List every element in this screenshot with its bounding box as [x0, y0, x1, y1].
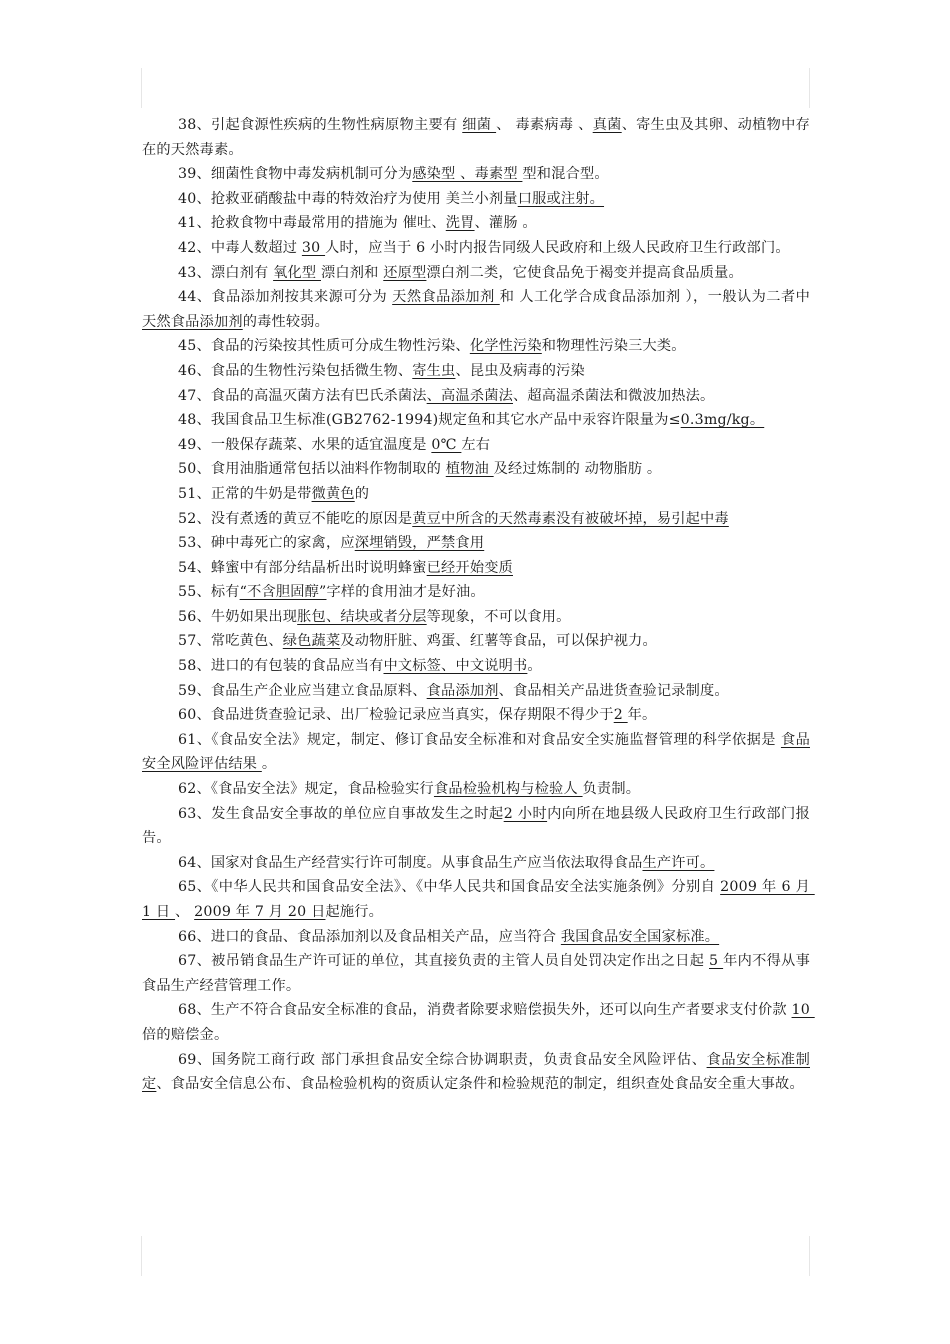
question-text: 。 — [261, 756, 277, 773]
underlined-answer: 5 — [709, 953, 724, 970]
question-item — [142, 728, 810, 777]
question-text: 49、一般保存蔬菜、水果的适宜温度是 — [178, 436, 432, 453]
question-text: 。 — [527, 658, 542, 675]
question-text: 字样的食用油才是好油。 — [326, 584, 485, 601]
question-text: 61、《食品安全法》规定，制定、修订食品安全标准和对食品安全实施监督管理的科学依据是 — [178, 731, 781, 748]
question-item — [142, 605, 810, 630]
underlined-answer: 食品安全风险评估结果 — [142, 731, 810, 773]
underlined-answer: 2009 年 7 月 20 日 — [194, 904, 326, 920]
question-text: 、灌肠 。 — [474, 215, 537, 232]
question-text: 68、生产不符合食品安全标准的食品，消费者除要求赔偿损失外，还可以向生产者要求支付价款 — [178, 1002, 792, 1019]
question-text: 、食品安全信息公布、食品检验机构的资质认定条件和检验规范的制定，组织查处食品安全重大事故。 — [156, 1076, 804, 1093]
question-item — [142, 211, 810, 236]
underlined-answer: 30 — [301, 239, 326, 256]
question-text: 的 — [354, 485, 370, 502]
question-item — [142, 851, 810, 876]
question-item — [142, 285, 815, 334]
question-text: 39、细菌性食物中毒发病机制可分为 — [178, 166, 413, 183]
question-text: 型和混合型。 — [522, 166, 609, 183]
underlined-answer: 寄生虫 — [412, 362, 456, 379]
underlined-answer: 、高温杀菌法 — [426, 387, 513, 404]
question-text: 内向所在地县级人民政府卫生行政部门报告。 — [142, 805, 810, 847]
left-margin-guide-top — [141, 68, 142, 108]
question-text: 62、《食品安全法》规定，食品检验实行 — [178, 781, 434, 798]
underlined-answer: 黄豆中所含的天然毒素没有被破坏掉，易引起中毒 — [412, 510, 729, 527]
underlined-answer: 10 — [791, 1002, 815, 1019]
question-item — [142, 802, 810, 851]
underlined-answer: 天然食品添加剂 — [142, 313, 243, 330]
question-text: 负责制。 — [582, 781, 641, 798]
right-margin-guide-bottom — [809, 1236, 810, 1276]
underlined-answer: 胀包、结块或者分层 — [297, 608, 427, 625]
question-text: 45、食品的污染按其性质可分成生物性污染、 — [178, 338, 470, 355]
question-text: 、寄生虫及其卵、动植物中存在的天然毒素。 — [142, 117, 811, 158]
underlined-answer: 食品安全标准制定 — [142, 1051, 810, 1093]
underlined-answer: 天然食品添加剂 — [392, 289, 500, 306]
underlined-answer: 感染型 、毒素型 — [412, 166, 523, 183]
question-text: 58、进口的有包装的食品应当有 — [178, 658, 384, 675]
question-text: 40、抢救亚硝酸盐中毒的特效治疗为使用 美兰小剂量 — [178, 190, 518, 207]
question-item — [142, 1048, 810, 1097]
question-item — [142, 187, 810, 212]
question-text: 67、被吊销食品生产许可证的单位，其直接负责的主管人员自处罚决定作出之日起 — [178, 953, 710, 970]
question-text: 漂白剂和 — [320, 264, 384, 281]
question-text: 42、中毒人数超过 — [178, 239, 302, 256]
question-item — [142, 629, 810, 654]
question-text: 年内不得从事食品生产经营管理工作。 — [142, 953, 811, 994]
question-text: 漂白剂二类，它使食品免于褐变并提高食品质量。 — [426, 264, 743, 281]
underlined-answer: 2 — [613, 707, 628, 724]
underlined-answer: 真菌 — [592, 117, 622, 133]
question-text: 起施行。 — [325, 904, 384, 920]
question-text: 、超高温杀菌法和微波加热法。 — [512, 387, 715, 404]
question-text: 47、食品的高温灭菌方法有巴氏杀菌法 — [178, 387, 427, 404]
question-item — [142, 777, 810, 802]
question-item — [142, 482, 810, 507]
question-text: 左右 — [461, 436, 491, 453]
question-item — [142, 236, 810, 261]
underlined-answer: 0℃ — [431, 436, 462, 453]
underlined-answer: 中文标签、中文说明书 — [383, 658, 528, 675]
question-item — [142, 113, 810, 162]
question-text: 年。 — [627, 707, 657, 724]
underlined-answer: 口服或注射。 — [517, 190, 605, 207]
question-item — [142, 334, 810, 359]
underlined-answer: 化学性污染 — [469, 338, 542, 355]
question-text: 52、没有煮透的黄豆不能吃的原因是 — [178, 510, 413, 527]
question-item — [142, 408, 810, 433]
question-text: 41、抢救食物中毒最常用的措施为 催吐、 — [178, 215, 446, 232]
question-item — [142, 998, 815, 1047]
question-text: 69、国务院工商行政 部门承担食品安全综合协调职责，负责食品安全风险评估、 — [178, 1051, 707, 1068]
question-text: 66、进口的食品、食品添加剂以及食品相关产品，应当符合 — [178, 928, 561, 945]
question-text: 64、国家对食品生产经营实行许可制度。从事食品生产应当依法取得食品 — [178, 854, 643, 871]
question-item — [142, 261, 810, 286]
question-item — [142, 679, 810, 704]
question-list — [142, 113, 815, 1097]
question-item — [142, 654, 810, 679]
question-text: 46、食品的生物性污染包括微生物、 — [178, 362, 413, 379]
question-text: 倍的赔偿金。 — [142, 1026, 229, 1043]
underlined-answer: 绿色蔬菜 — [282, 633, 341, 650]
question-text: 53、砷中毒死亡的家禽，应 — [178, 535, 355, 552]
question-item — [142, 384, 810, 409]
question-item — [142, 703, 810, 728]
question-text: 65、《中华人民共和国食品安全法》、《中华人民共和国食品安全法实施条例》分别自 — [178, 879, 721, 896]
underlined-answer: 我国食品安全国家标准。 — [560, 928, 720, 945]
question-item — [142, 556, 810, 581]
question-item — [142, 531, 810, 556]
question-text: 60、食品进货查验记录、出厂检验记录应当真实，保存期限不得少于 — [178, 707, 614, 724]
question-item — [142, 457, 810, 482]
question-text: 63、发生食品安全事故的单位应自事故发生之时起 — [178, 805, 504, 822]
question-text: 、昆虫及病毒的污染 — [455, 362, 585, 379]
underlined-answer: 生产许可。 — [642, 854, 715, 871]
underlined-answer: 氧化型 — [273, 264, 321, 281]
underlined-answer: 已经开始变质 — [426, 559, 513, 576]
question-text: 55、标有 — [178, 584, 240, 601]
underlined-answer: 还原型 — [383, 264, 427, 281]
right-margin-guide-top — [809, 68, 810, 108]
underlined-answer: 细菌 — [462, 117, 497, 133]
question-item — [142, 875, 815, 924]
question-text: 57、常吃黄色、 — [178, 633, 283, 650]
question-text: 和 人工化学合成食品添加剂 ），一般认为二者中 — [499, 289, 815, 306]
question-text: 54、蜂蜜中有部分结晶析出时说明蜂蜜 — [178, 559, 427, 576]
question-item — [142, 949, 810, 998]
question-text: 、 毒素病毒 、 — [496, 117, 593, 133]
question-text: 48、我国食品卫生标准(GB2762-1994)规定鱼和其它水产品中汞容许限量为≤ — [178, 412, 681, 429]
question-item — [142, 433, 810, 458]
underlined-answer: 食品检验机构与检验人 — [433, 781, 583, 798]
question-text: 43、漂白剂有 — [178, 264, 274, 281]
question-text: 及动物肝脏、鸡蛋、红薯等食品，可以保护视力。 — [340, 633, 657, 650]
question-text: 人时，应当于 6 小时内报告同级人民政府和上级人民政府卫生行政部门。 — [325, 239, 790, 256]
underlined-answer: 植物油 — [445, 461, 494, 478]
question-text: 和物理性污染三大类。 — [541, 338, 686, 355]
underlined-answer: 深埋销毁，严禁食用 — [354, 535, 485, 552]
underlined-answer: “不含胆固醇” — [239, 584, 327, 601]
question-text: 、食品相关产品进货查验记录制度。 — [498, 682, 729, 699]
underlined-answer: 食品添加剂 — [426, 682, 499, 699]
left-margin-guide-bottom — [141, 1236, 142, 1276]
question-text: 及经过炼制的 动物脂肪 。 — [493, 461, 662, 478]
question-item — [142, 359, 810, 384]
underlined-answer: 洗胃 — [445, 215, 475, 232]
underlined-answer: 微黄色 — [311, 485, 355, 502]
question-text: 56、牛奶如果出现 — [178, 608, 298, 625]
underlined-answer: 2 小时 — [503, 805, 548, 822]
question-item — [142, 580, 810, 605]
question-item — [142, 925, 810, 950]
underlined-answer: 2009 年 6 月 1 日 — [142, 879, 815, 920]
question-text: 的毒性较弱。 — [242, 313, 330, 330]
question-text: 、 — [175, 904, 195, 920]
underlined-answer: 0.3mg/kg。 — [680, 412, 765, 429]
question-text: 44、食品添加剂按其来源可分为 — [178, 289, 393, 306]
question-item — [142, 507, 810, 532]
question-text: 38、引起食源性疾病的生物性病原物主要有 — [178, 117, 463, 133]
question-item — [142, 162, 810, 187]
question-text: 51、正常的牛奶是带 — [178, 485, 312, 502]
question-text: 59、食品生产企业应当建立食品原料、 — [178, 682, 427, 699]
question-text: 50、食用油脂通常包括以油料作物制取的 — [178, 461, 446, 478]
question-text: 等现象，不可以食用。 — [426, 608, 571, 625]
